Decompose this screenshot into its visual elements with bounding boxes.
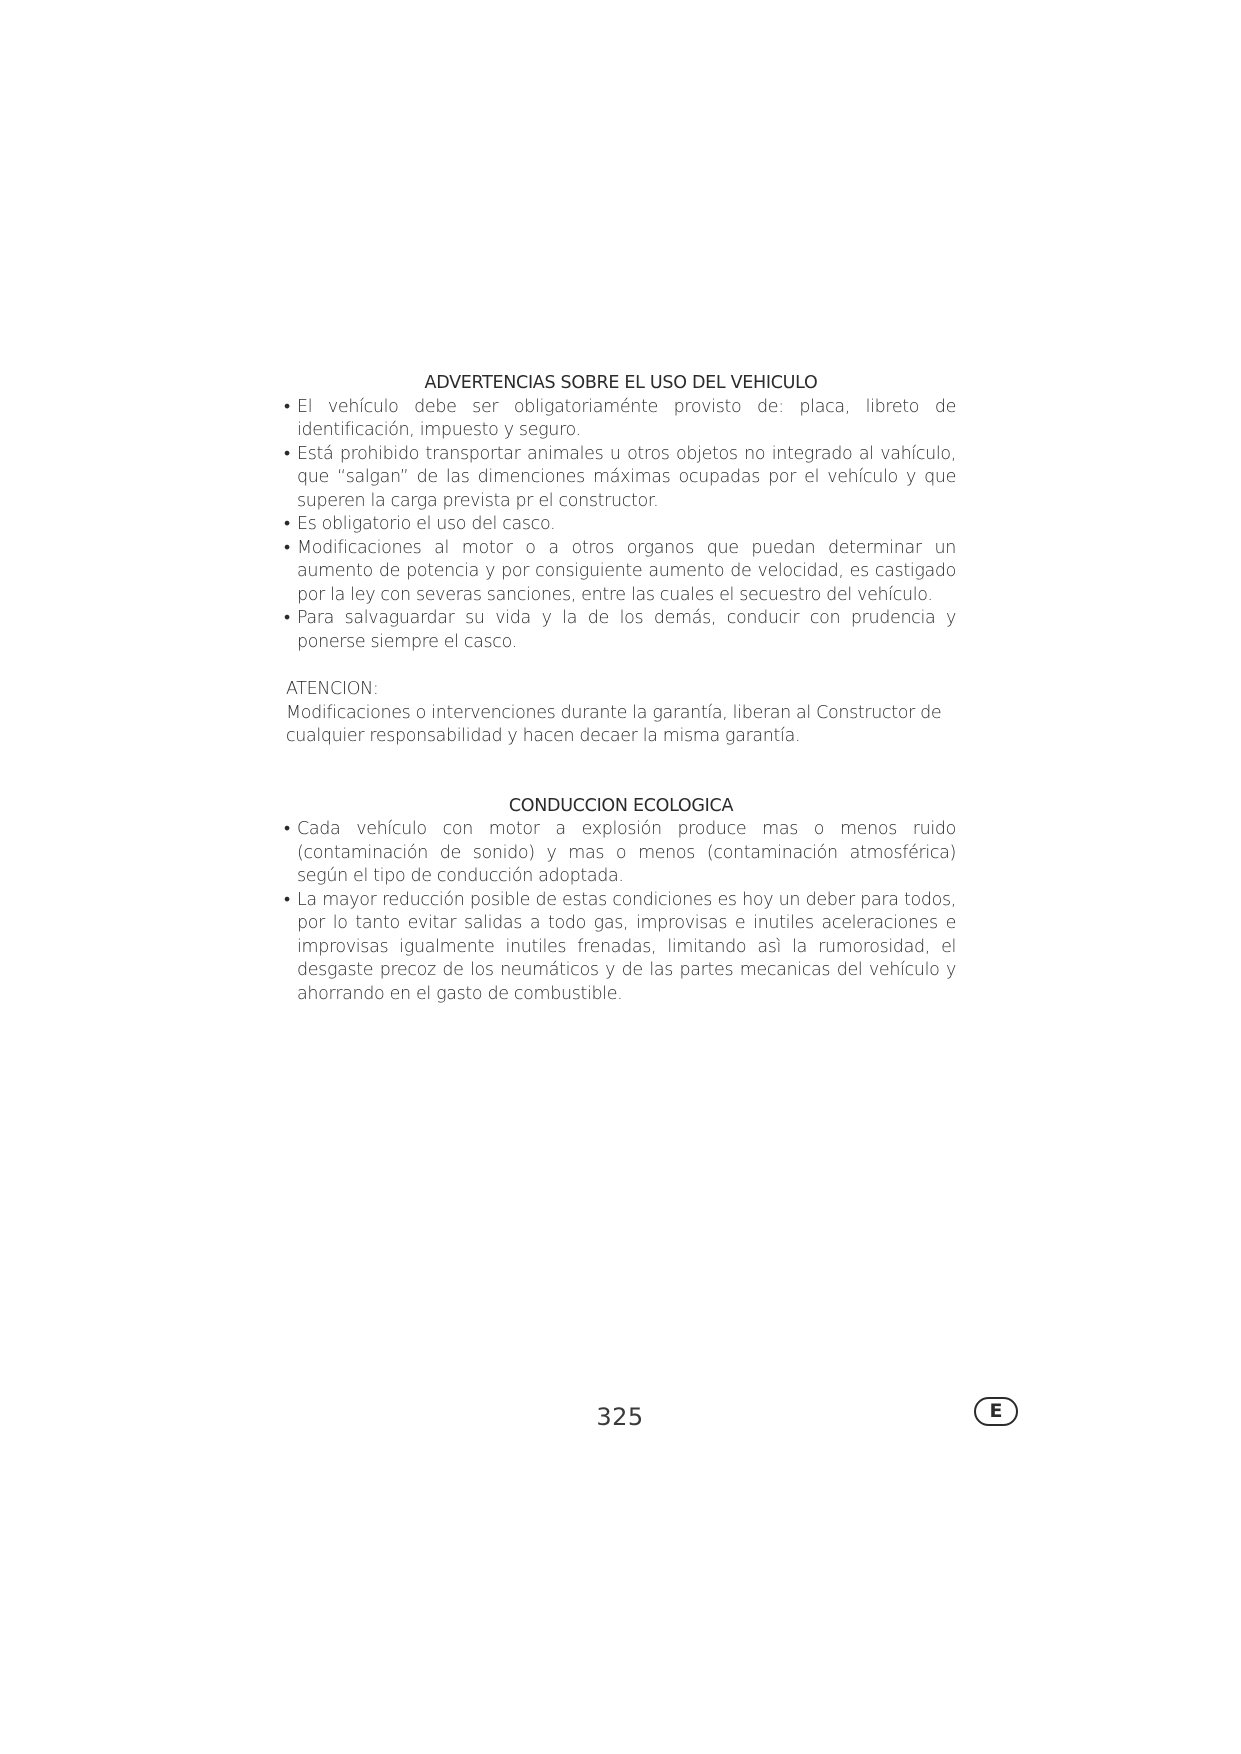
section-title-eco: CONDUCCION ECOLOGICA [508,795,734,816]
bullet-icon: • [284,819,290,839]
list-item [286,443,956,514]
bullet-icon: • [284,608,290,628]
list-item [286,396,956,443]
page-content [286,372,956,1006]
section-title-warnings: ADVERTENCIAS SOBRE EL USO DEL VEHICULO [424,373,818,393]
notice-heading: ATENCION: [286,679,379,699]
list-item-text: Es obligatorio el uso del casco. [297,514,556,534]
list-item [286,607,956,654]
language-badge: E [974,1397,1018,1426]
eco-list [286,818,956,1006]
warnings-list [286,396,956,655]
list-item-text: Está prohibido transportar animales u otros objetos no integrado al vahículo, que “salgan” de las dimenciones máximas ocupadas por el vehículo y que superen la carga prevista pr el constructor. [297,443,956,511]
list-item [286,537,956,608]
page-number: 325 [596,1403,644,1431]
list-item-text: Modificaciones al motor o a otros organos que puedan determinar un aumento de potencia y por consiguiente aumento de velocidad, es castigado por la ley con severas sanciones, entre las cuales el secuestro del vehículo. [297,537,956,605]
bullet-icon: • [284,396,290,417]
bullet-icon: • [284,443,290,464]
bullet-icon: • [284,514,290,534]
list-item [286,513,956,537]
list-item-text: El vehículo debe ser obligatoriaménte provisto de: placa, libreto de identificación, impuesto y seguro. [297,396,956,440]
eco-section [286,795,956,1007]
list-item-text: Para salvaguardar su vida y la de los demás, conducir con prudencia y ponerse siempre el casco. [297,608,956,652]
list-item-text: Cada vehículo con motor a explosión produce mas o menos ruido (contaminación de sonido) y mas o menos (contaminación atmosférica) según el tipo de conducción adoptada. [297,819,956,886]
list-item [286,889,956,1007]
bullet-icon: • [284,537,290,558]
list-item [286,818,956,889]
bullet-icon: • [284,889,290,910]
notice-body: Modificaciones o intervenciones durante la garantía, liberan al Constructor de cualquier responsabilidad y hacen decaer la misma garantía. [286,702,942,746]
list-item-text: La mayor reducción posible de estas condiciones es hoy un deber para todos, por lo tanto evitar salidas a todo gas, improvisas e inutiles aceleraciones e improvisas igualmente inutiles frenadas, limitando asì la rumorosidad, el desgaste precoz de los neumáticos y de las partes mecanicas del vehículo y ahorrando en el gasto de combustible. [297,889,956,1004]
notice-block [286,678,956,749]
